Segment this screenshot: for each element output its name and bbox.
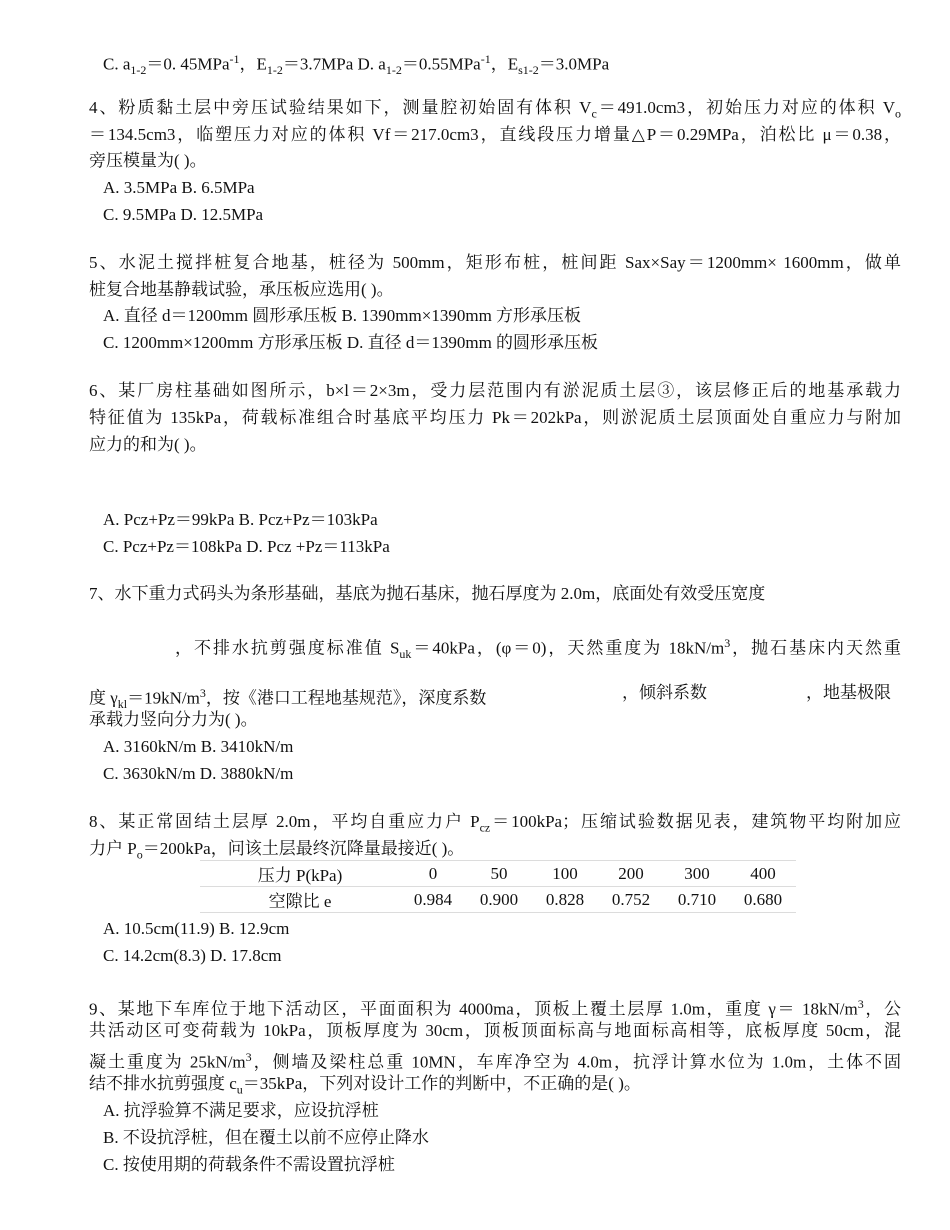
- table-cell: 400: [730, 861, 796, 887]
- q5-option-ab: A. 直径 d＝1200mm 圆形承压板 B. 1390mm×1390mm 方形承压板: [103, 306, 582, 325]
- table-cell: 0.680: [730, 887, 796, 913]
- table-cell: 100: [532, 861, 598, 887]
- table-header-cell: 压力 P(kPa): [200, 861, 400, 887]
- table-row: [200, 861, 796, 887]
- table-row: [200, 887, 796, 913]
- q4-option-ab: A. 3.5MPa B. 6.5MPa: [103, 178, 255, 197]
- q6-option-ab: A. Pcz+Pz＝99kPa B. Pcz+Pz＝103kPa: [103, 510, 378, 529]
- table-header-cell: 空隙比 e: [200, 887, 400, 913]
- q3-option-cd: C. $a_{1-2}=0$. 45MPa$^{-1}$，$E_{1-2}=3.7MPa$ D. $a_{1-2}=0.55MPa^{-1}$，$E_{s1-2}=3.0MPa$: [103, 52, 610, 78]
- q4-line-3: 旁压模量为( )。: [89, 151, 207, 170]
- q4-line-2: ＝134.5cm3，临塑压力对应的体积 Vf＝217.0cm3，直线段压力增量△P＝0.29MPa，泊松比 μ＝0.38，: [89, 125, 901, 144]
- compression-table: [200, 860, 796, 913]
- table-cell: 50: [466, 861, 532, 887]
- q9-line-4: 结不排水抗剪强度 $c_u=35kPa$，下列对设计工作的判断中，不正确的是( )。: [89, 1074, 641, 1097]
- q7-option-ab: A. 3160kN/m B. 3410kN/m: [103, 737, 294, 756]
- q9-option-a: A. 抗浮验算不满足要求，应设抗浮桩: [103, 1101, 379, 1120]
- table-cell: 0: [400, 861, 466, 887]
- q7-line-3-tilt: ，倾斜系数: [622, 683, 707, 702]
- q6-option-cd: C. Pcz+Pz＝108kPa D. Pcz +Pz＝113kPa: [103, 537, 390, 556]
- q5-line-1: 5、水泥土搅拌桩复合地基，桩径为 500mm，矩形布桩，桩间距 Sax×Say＝1200mm× 1600mm，做单: [89, 253, 901, 272]
- q9-option-c: C. 按使用期的荷载条件不需设置抗浮桩: [103, 1155, 395, 1174]
- table-cell: 0.900: [466, 887, 532, 913]
- q7-line-3: 度 $\gamma_{kl}=19kN/m^3$，按《港口工程地基规范》，深度系数: [89, 686, 487, 712]
- q9-option-b: B. 不设抗浮桩，但在覆土以前不应停止降水: [103, 1128, 429, 1147]
- q6-line-1: 6、某厂房柱基础如图所示，b×l＝2×3m，受力层范围内有淤泥质土层③，该层修正后的地基承载力: [89, 381, 901, 400]
- table-cell: 0.710: [664, 887, 730, 913]
- table-cell: 300: [664, 861, 730, 887]
- q7-option-cd: C. 3630kN/m D. 3880kN/m: [103, 764, 294, 783]
- q7-line-2: ，不排水抗剪强度标准值 $S_{uk}=40kPa$，(φ＝0)，天然重度为 $18kN/m^3$，抛石基床内天然重: [175, 636, 901, 662]
- q7-line-4: 承载力竖向分力为( )。: [89, 710, 258, 729]
- q5-line-2: 桩复合地基静载试验，承压板应选用( )。: [89, 280, 394, 299]
- table-cell: 0.984: [400, 887, 466, 913]
- table-cell: 200: [598, 861, 664, 887]
- q7-line-3-end: ，地基极限: [806, 683, 891, 702]
- q8-option-cd: C. 14.2cm(8.3) D. 17.8cm: [103, 946, 282, 965]
- q7-line-1: 7、水下重力式码头为条形基础，基底为抛石基床，抛石厚度为 2.0m，底面处有效受压宽度: [89, 584, 766, 603]
- table-cell: 0.752: [598, 887, 664, 913]
- q8-line-2: 力户 $P_o=200kPa$，问该土层最终沉降量最接近( )。: [89, 839, 465, 862]
- q9-line-1: 9、某地下车库位于地下活动区，平面面积为 4000ma，顶板上覆土层厚 1.0m，重度 $\gamma= 18kN/m^3$，公: [89, 997, 902, 1019]
- q9-line-2: 共活动区可变荷载为 10kPa，顶板厚度为 30cm，顶板顶面标高与地面标高相等，底板厚度 50cm，混: [89, 1021, 901, 1040]
- q6-line-2: 特征值为 135kPa，荷载标准组合时基底平均压力 Pk＝202kPa，则淤泥质土层顶面处自重应力与附加: [89, 408, 901, 427]
- q6-line-3: 应力的和为( )。: [89, 435, 207, 454]
- q4-option-cd: C. 9.5MPa D. 12.5MPa: [103, 205, 264, 224]
- q5-option-cd: C. 1200mm×1200mm 方形承压板 D. 直径 d＝1390mm 的圆形承压板: [103, 333, 599, 352]
- q8-line-1: 8、某正常固结土层厚 2.0m，平均自重应力户 $P_{cz}=100kPa$；压缩试验数据见表，建筑物平均附加应: [89, 812, 902, 835]
- q9-line-3: 凝土重度为 $25kN/m^3$，侧墙及梁柱总重 10MN，车库净空为 4.0m，抗浮计算水位为 1.0m，土体不固: [89, 1050, 901, 1072]
- table-cell: 0.828: [532, 887, 598, 913]
- q8-option-ab: A. 10.5cm(11.9) B. 12.9cm: [103, 919, 290, 938]
- q4-line-1: 4、粉质黏土层中旁压试验结果如下，测量腔初始固有体积 $V_c=491.0cm3$，初始压力对应的体积 $V_o$: [89, 98, 902, 121]
